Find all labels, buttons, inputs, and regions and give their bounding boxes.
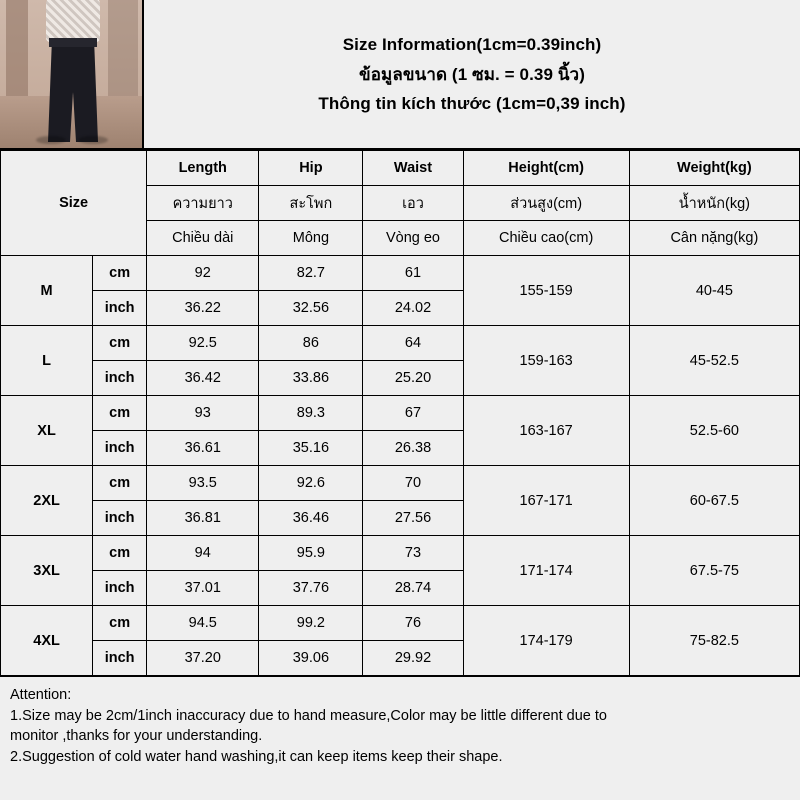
size-word-cell: Size — [1, 151, 147, 256]
row-size-label: 2XL — [1, 466, 93, 536]
cell-waist-inch: 28.74 — [363, 571, 463, 606]
row-size-label: XL — [1, 396, 93, 466]
attention-line-3: 2.Suggestion of cold water hand washing,it can keep items keep their shape. — [10, 748, 503, 765]
cell-hip-inch: 36.46 — [259, 501, 363, 536]
cell-length-inch: 36.22 — [147, 291, 259, 326]
attention-block — [0, 676, 800, 773]
row-unit-cm: cm — [93, 606, 147, 641]
cell-length-cm: 94.5 — [147, 606, 259, 641]
col-header-waist-en: Waist — [363, 151, 463, 186]
row-unit-inch: inch — [93, 571, 147, 606]
cell-waist-cm: 76 — [363, 606, 463, 641]
title-block — [144, 0, 800, 148]
cell-waist-cm: 67 — [363, 396, 463, 431]
photo-shadow-right — [78, 136, 108, 144]
col-header-hip-en: Hip — [259, 151, 363, 186]
cell-height: 159-163 — [463, 326, 629, 396]
cell-hip-inch: 39.06 — [259, 641, 363, 676]
table-row — [1, 396, 800, 431]
cell-hip-cm: 95.9 — [259, 536, 363, 571]
row-unit-inch: inch — [93, 501, 147, 536]
table-header-row-en — [1, 151, 800, 186]
cell-waist-cm: 61 — [363, 256, 463, 291]
cell-height: 155-159 — [463, 256, 629, 326]
col-header-weight-en: Weight(kg) — [629, 151, 799, 186]
row-unit-inch: inch — [93, 291, 147, 326]
col-header-height-vi: Chiều cao(cm) — [463, 221, 629, 256]
row-unit-cm: cm — [93, 396, 147, 431]
cell-weight: 67.5-75 — [629, 536, 799, 606]
cell-length-cm: 92.5 — [147, 326, 259, 361]
cell-length-inch: 36.81 — [147, 501, 259, 536]
cell-waist-cm: 73 — [363, 536, 463, 571]
cell-waist-inch: 26.38 — [363, 431, 463, 466]
photo-model-top — [46, 0, 100, 42]
cell-hip-cm: 99.2 — [259, 606, 363, 641]
col-header-waist-th: เอว — [363, 186, 463, 221]
cell-hip-inch: 32.56 — [259, 291, 363, 326]
photo-doorframe-left — [6, 0, 28, 96]
cell-hip-inch: 33.86 — [259, 361, 363, 396]
cell-waist-inch: 29.92 — [363, 641, 463, 676]
cell-weight: 60-67.5 — [629, 466, 799, 536]
cell-hip-cm: 92.6 — [259, 466, 363, 501]
cell-height: 174-179 — [463, 606, 629, 676]
title-line-vi: Thông tin kích thước (1cm=0,39 inch) — [318, 93, 626, 113]
col-header-length-th: ความยาว — [147, 186, 259, 221]
cell-waist-cm: 64 — [363, 326, 463, 361]
cell-length-cm: 93.5 — [147, 466, 259, 501]
col-header-hip-th: สะโพก — [259, 186, 363, 221]
title-line-en: Size Information(1cm=0.39inch) — [342, 34, 602, 54]
row-unit-cm: cm — [93, 326, 147, 361]
row-unit-inch: inch — [93, 641, 147, 676]
table-row — [1, 256, 800, 291]
cell-hip-cm: 86 — [259, 326, 363, 361]
table-row — [1, 326, 800, 361]
photo-model-waistband — [49, 38, 97, 47]
cell-weight: 52.5-60 — [629, 396, 799, 466]
cell-weight: 75-82.5 — [629, 606, 799, 676]
col-header-height-en: Height(cm) — [463, 151, 629, 186]
cell-height: 163-167 — [463, 396, 629, 466]
photo-shadow-left — [36, 136, 66, 144]
title-line-th: ข้อมูลขนาด (1 ซม. = 0.39 นิ้ว) — [359, 64, 585, 84]
product-photo — [0, 0, 144, 148]
cell-waist-inch: 24.02 — [363, 291, 463, 326]
cell-length-inch: 37.20 — [147, 641, 259, 676]
attention-heading: Attention: — [10, 687, 72, 703]
cell-hip-inch: 37.76 — [259, 571, 363, 606]
cell-length-inch: 36.61 — [147, 431, 259, 466]
cell-height: 171-174 — [463, 536, 629, 606]
row-unit-cm: cm — [93, 256, 147, 291]
cell-weight: 45-52.5 — [629, 326, 799, 396]
row-size-label: M — [1, 256, 93, 326]
row-unit-cm: cm — [93, 466, 147, 501]
row-unit-cm: cm — [93, 536, 147, 571]
cell-length-cm: 92 — [147, 256, 259, 291]
cell-height: 167-171 — [463, 466, 629, 536]
col-header-hip-vi: Mông — [259, 221, 363, 256]
photo-doorframe-right — [108, 0, 138, 108]
header — [0, 0, 800, 150]
col-header-height-th: ส่วนสูง(cm) — [463, 186, 629, 221]
table-row — [1, 466, 800, 501]
cell-length-inch: 36.42 — [147, 361, 259, 396]
attention-line-2: monitor ,thanks for your understanding. — [10, 728, 263, 745]
col-header-waist-vi: Vòng eo — [363, 221, 463, 256]
cell-hip-cm: 82.7 — [259, 256, 363, 291]
row-unit-inch: inch — [93, 361, 147, 396]
cell-length-inch: 37.01 — [147, 571, 259, 606]
cell-hip-inch: 35.16 — [259, 431, 363, 466]
row-size-label: 3XL — [1, 536, 93, 606]
row-size-label: L — [1, 326, 93, 396]
col-header-length-en: Length — [147, 151, 259, 186]
cell-waist-inch: 27.56 — [363, 501, 463, 536]
col-header-weight-vi: Cân nặng(kg) — [629, 221, 799, 256]
cell-waist-cm: 70 — [363, 466, 463, 501]
col-header-weight-th: น้ำหนัก(kg) — [629, 186, 799, 221]
cell-waist-inch: 25.20 — [363, 361, 463, 396]
row-unit-inch: inch — [93, 431, 147, 466]
table-row — [1, 536, 800, 571]
cell-hip-cm: 89.3 — [259, 396, 363, 431]
size-table — [0, 150, 800, 676]
cell-weight: 40-45 — [629, 256, 799, 326]
col-header-length-vi: Chiều dài — [147, 221, 259, 256]
row-size-label: 4XL — [1, 606, 93, 676]
cell-length-cm: 93 — [147, 396, 259, 431]
attention-line-1: 1.Size may be 2cm/1inch inaccuracy due to hand measure,Color may be little different due to — [10, 707, 607, 724]
cell-length-cm: 94 — [147, 536, 259, 571]
table-row — [1, 606, 800, 641]
